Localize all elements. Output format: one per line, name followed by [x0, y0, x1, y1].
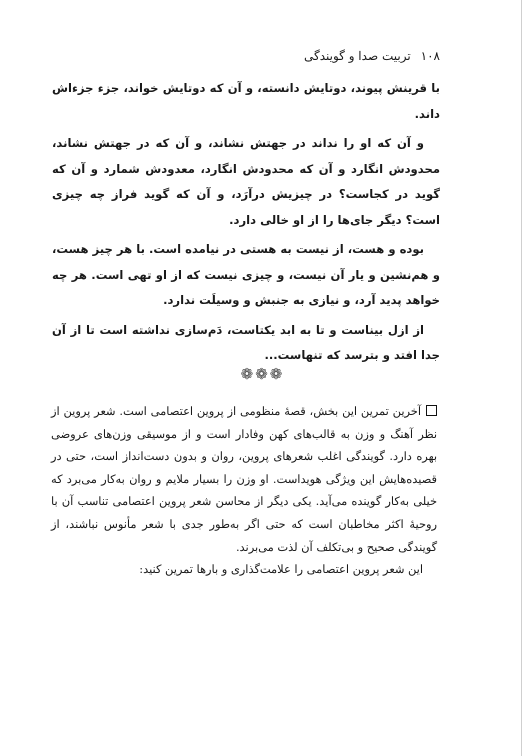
exercise-paragraph	[51, 400, 437, 558]
body-paragraph: از ازل بیناست و تا به ابد یکتاست، دَم‌سازی نداشته است تا از آن جدا افتد و بترسد که تنهاست...	[52, 322, 440, 362]
page-number: ۱۰۸	[420, 49, 440, 63]
body-paragraph: با قرینش پیوند، دوتایش دانسته، و آن که دوتایش خواند، جزء جزءاش داند.	[52, 81, 440, 121]
quoted-text-section	[52, 76, 440, 373]
exercise-text: آخرین تمرین این بخش، قصهٔ منظومی از پروین اعتصامی است. شعر پروین از نظر آهنگ و وزن به قالب‌های کهن وفادار است و از موسیقی وزن‌های عروضی بهره دارد. گویندگی اغلب شعرهای پروین، روان و بدون دست‌انداز است، حتی در قصیده‌هایش این ویژگی هویداست. او وزن را بسیار ملایم و روان به‌کار می‌برد که خیلی به‌کار گوینده می‌آید. یکی دیگر از محاسن شعر پروین اعتصامی تناسب آن با روحیهٔ اکثر مخاطبان است که حتی اگر به‌طور جدی با شعر مأنوس نباشند، از گویندگی صحیح و بی‌تکلف آن لذت می‌برند.	[51, 404, 437, 554]
running-header	[80, 48, 440, 64]
body-paragraph: و آن که او را نداند در جهتش نشاند، و آن که در جهتش نشاند، محدودش انگارد و آن که محدودش انگارد، معدودش شمارد و آن که گوید در کجاست؟ در چیزیش درآرَد، و آن که گوید فراز چه چیزی است؟ دیگر جای‌ها را از او خالی دارد.	[52, 136, 440, 227]
running-title: تربیت صدا و گویندگی	[304, 49, 411, 63]
checkbox-icon	[426, 405, 437, 416]
section-divider-ornament: ❁❁❁	[240, 365, 285, 383]
exercise-instruction: این شعر پروین اعتصامی را علامت‌گذاری و بارها تمرین کنید:	[139, 562, 423, 577]
body-paragraph: بوده و هست، از نیست به هستی در نیامده است. با هر چیز هست، و هم‌نشین و یار آن نیست، و چیزی نیست که از او تهی است. هر چه خواهد پدید آرد، و نیازی به جنبش و وسیلَت ندارد.	[52, 242, 440, 307]
exercise-section	[51, 400, 437, 581]
